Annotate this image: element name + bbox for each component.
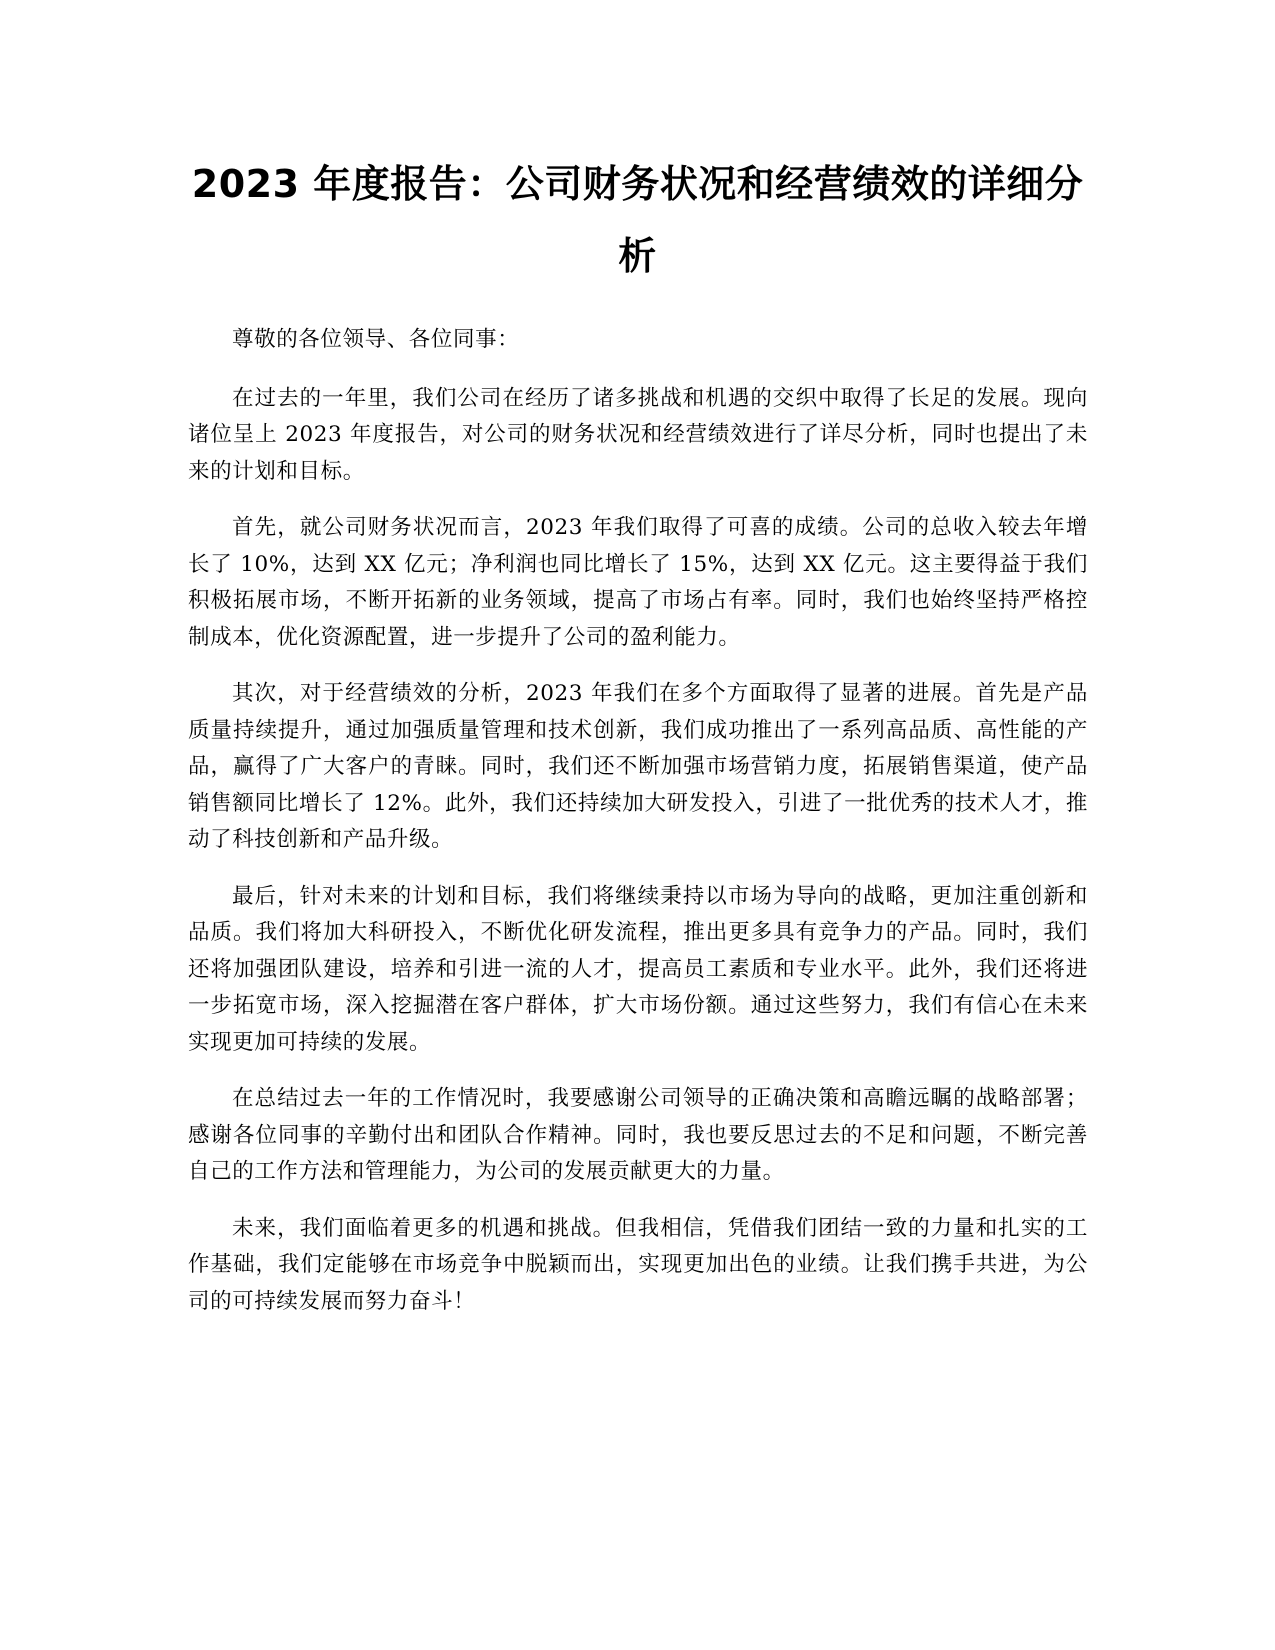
document-title: 2023 年度报告：公司财务状况和经营绩效的详细分析 xyxy=(191,162,1084,278)
intro-paragraph: 在过去的一年里，我们公司在经历了诸多挑战和机遇的交织中取得了长足的发展。现向诸位呈上 2023 年度报告，对公司的财务状况和经营绩效进行了详尽分析，同时也提出了未来的计划和目标。 xyxy=(188,385,1088,484)
future-plan-paragraph: 最后，针对未来的计划和目标，我们将继续秉持以市场为导向的战略，更加注重创新和品质。我们将加大科研投入，不断优化研发流程，推出更多具有竞争力的产品。同时，我们还将加强团队建设，培养和引进一流的人才，提高员工素质和专业水平。此外，我们还将进一步拓宽市场，深入挖掘潜在客户群体，扩大市场份额。通过这些努力，我们有信心在未来实现更加可持续的发展。 xyxy=(188,883,1088,1055)
thanks-paragraph: 在总结过去一年的工作情况时，我要感谢公司领导的正确决策和高瞻远瞩的战略部署；感谢各位同事的辛勤付出和团队合作精神。同时，我也要反思过去的不足和问题，不断完善自己的工作方法和管理能力，为公司的发展贡献更大的力量。 xyxy=(188,1086,1088,1184)
financial-status-paragraph: 首先，就公司财务状况而言，2023 年我们取得了可喜的成绩。公司的总收入较去年增长了 10%，达到 XX 亿元；净利润也同比增长了 15%，达到 XX 亿元。这主要得益于我们积极拓展市场，不断开拓新的业务领域，提高了市场占有率。同时，我们也始终坚持严格控制成本，优化资源配置，进一步提升了公司的盈利能力。 xyxy=(188,515,1088,650)
greeting-paragraph: 尊敬的各位领导、各位同事： xyxy=(232,327,520,352)
performance-paragraph: 其次，对于经营绩效的分析，2023 年我们在多个方面取得了显著的进展。首先是产品质量持续提升，通过加强质量管理和技术创新，我们成功推出了一系列高品质、高性能的产品，赢得了广大客户的青睐。同时，我们还不断加强市场营销力度，拓展销售渠道，使产品销售额同比增长了 12%。此外，我们还持续加大研发投入，引进了一批优秀的技术人才，推动了科技创新和产品升级。 xyxy=(188,681,1088,852)
document-body xyxy=(188,322,1088,1340)
closing-paragraph: 未来，我们面临着更多的机遇和挑战。但我相信，凭借我们团结一致的力量和扎实的工作基础，我们定能够在市场竞争中脱颖而出，实现更加出色的业绩。让我们携手共进，为公司的可持续发展而努力奋斗！ xyxy=(188,1215,1088,1314)
